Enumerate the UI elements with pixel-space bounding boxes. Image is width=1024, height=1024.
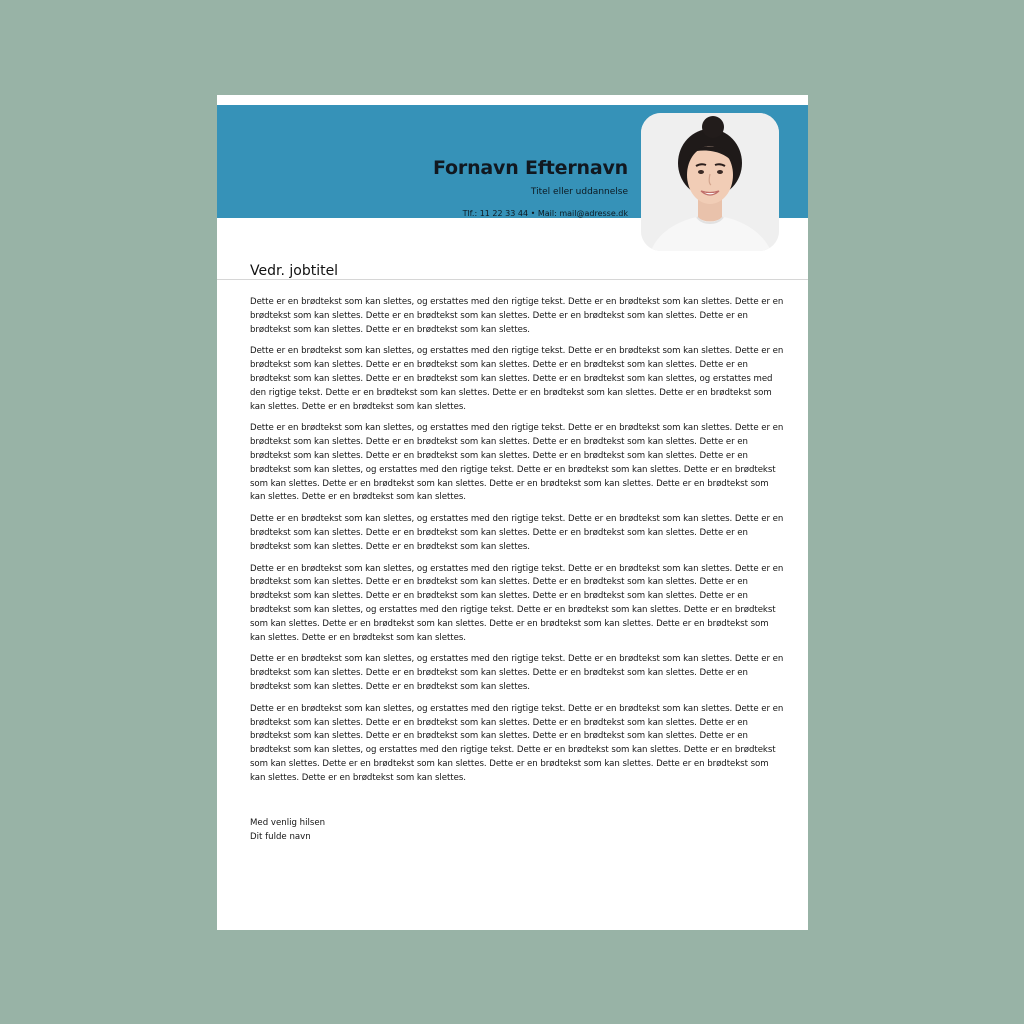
signoff [250, 817, 325, 845]
letter-page [217, 95, 808, 930]
body-paragraph: Dette er en brødtekst som kan slettes, og erstattes med den rigtige tekst. Dette er en brødtekst som kan slettes. Dette er en brødtekst som kan slettes. Dette er en brødtekst som kan slettes. Dette er en brødtekst som kan slettes. Dette er en brødtekst som kan slettes. Dette er en brødtekst som kan slettes. [250, 654, 784, 692]
contact-line: Tlf.: 11 22 33 44 • Mail: mail@adresse.dk [462, 209, 628, 218]
portrait-photo-icon [641, 113, 779, 251]
applicant-title: Titel eller uddannelse [530, 187, 628, 197]
body-paragraph: Dette er en brødtekst som kan slettes, og erstattes med den rigtige tekst. Dette er en brødtekst som kan slettes. Dette er en brødtekst som kan slettes. Dette er en brødtekst som kan slettes. Dette er en brødtekst som kan slettes. Dette er en brødtekst som kan slettes. Dette er en brødtekst som kan slettes. Dette er en brødtekst som kan slettes. Dette er en brødtekst som kan slettes, og erstattes med den rigtige tekst. Dette er en brødtekst som kan slettes. Dette er en brødtekst som kan slettes. Dette er en brødtekst som kan slettes. Dette er en brødtekst som kan slettes. Dette er en brødtekst som kan slettes. Dette er en brødtekst som kan slettes. [250, 563, 784, 643]
body-paragraph: Dette er en brødtekst som kan slettes, og erstattes med den rigtige tekst. Dette er en brødtekst som kan slettes. Dette er en brødtekst som kan slettes. Dette er en brødtekst som kan slettes. Dette er en brødtekst som kan slettes. Dette er en brødtekst som kan slettes. Dette er en brødtekst som kan slettes. [250, 297, 784, 335]
body-paragraph: Dette er en brødtekst som kan slettes, og erstattes med den rigtige tekst. Dette er en brødtekst som kan slettes. Dette er en brødtekst som kan slettes. Dette er en brødtekst som kan slettes. Dette er en brødtekst som kan slettes. Dette er en brødtekst som kan slettes. Dette er en brødtekst som kan slettes. [250, 514, 784, 552]
subject-line: Vedr. jobtitel [250, 263, 339, 279]
portrait-photo [641, 113, 779, 251]
divider [217, 279, 808, 280]
applicant-name: Fornavn Efternavn [433, 157, 628, 179]
body-paragraph: Dette er en brødtekst som kan slettes, og erstattes med den rigtige tekst. Dette er en brødtekst som kan slettes. Dette er en brødtekst som kan slettes. Dette er en brødtekst som kan slettes. Dette er en brødtekst som kan slettes. Dette er en brødtekst som kan slettes. Dette er en brødtekst som kan slettes. Dette er en brødtekst som kan slettes. Dette er en brødtekst som kan slettes, og erstattes med den rigtige tekst. Dette er en brødtekst som kan slettes. Dette er en brødtekst som kan slettes. Dette er en brødtekst som kan slettes. Dette er en brødtekst som kan slettes. Dette er en brødtekst som kan slettes. Dette er en brødtekst som kan slettes. [250, 703, 784, 783]
closing-text: Med venlig hilsen [250, 818, 326, 828]
signature-name: Dit fulde navn [250, 831, 311, 842]
letter-body [250, 296, 785, 794]
body-paragraph: Dette er en brødtekst som kan slettes, og erstattes med den rigtige tekst. Dette er en brødtekst som kan slettes. Dette er en brødtekst som kan slettes. Dette er en brødtekst som kan slettes. Dette er en brødtekst som kan slettes. Dette er en brødtekst som kan slettes. Dette er en brødtekst som kan slettes. Dette er en brødtekst som kan slettes. Dette er en brødtekst som kan slettes, og erstattes med den rigtige tekst. Dette er en brødtekst som kan slettes. Dette er en brødtekst som kan slettes. Dette er en brødtekst som kan slettes. Dette er en brødtekst som kan slettes. Dette er en brødtekst som kan slettes. Dette er en brødtekst som kan slettes. [250, 423, 784, 503]
body-paragraph: Dette er en brødtekst som kan slettes, og erstattes med den rigtige tekst. Dette er en brødtekst som kan slettes. Dette er en brødtekst som kan slettes. Dette er en brødtekst som kan slettes. Dette er en brødtekst som kan slettes. Dette er en brødtekst som kan slettes. Dette er en brødtekst som kan slettes. Dette er en brødtekst som kan slettes, og erstattes med den rigtige tekst. Dette er en brødtekst som kan slettes. Dette er en brødtekst som kan slettes. Dette er en brødtekst som kan slettes. Dette er en brødtekst som kan slettes. [250, 346, 784, 412]
